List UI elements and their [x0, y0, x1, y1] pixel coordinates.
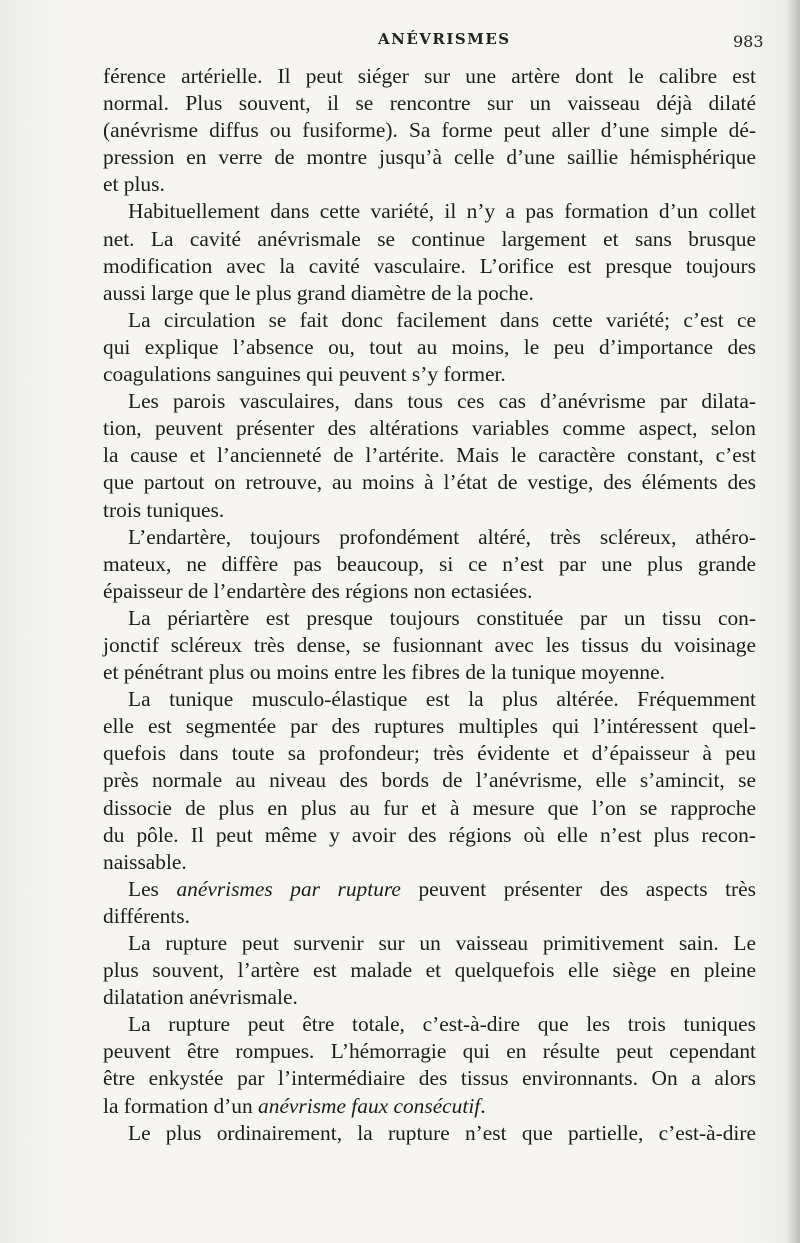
text-line: normal. Plus souvent, il se rencontre sur un vaisseau déjà dilaté: [103, 91, 756, 116]
text-line: aussi large que le plus grand diamètre de la poche.: [103, 280, 534, 305]
text-line: plus souvent, l’artère est malade et quelquefois elle siège en pleine: [103, 958, 756, 983]
text-line: la cause et l’ancienneté de l’artérite. Mais le caractère constant, c’est: [103, 443, 756, 468]
paragraph: [103, 63, 756, 198]
text-line: naissable.: [103, 849, 187, 874]
paragraph: [103, 524, 756, 605]
text-line: férence artérielle. Il peut siéger sur une artère dont le calibre est: [103, 64, 756, 88]
text-line: peuvent être rompues. L’hémorragie qui en résulte peut cependant: [103, 1039, 756, 1064]
text-line: La rupture peut être totale, c’est-à-dire que les trois tuniques: [128, 1012, 756, 1037]
text-line: pression en verre de montre jusqu’à celle d’une saillie hémisphérique: [103, 145, 756, 170]
paragraph: [103, 930, 756, 1011]
text-run: peuvent présenter des aspects très: [400, 876, 757, 901]
italic-term: anévrisme faux consécutif: [258, 1093, 481, 1118]
text-run: .: [480, 1093, 486, 1118]
text-run: Les: [128, 876, 177, 901]
text-line: Les parois vasculaires, dans tous ces cas d’anévrisme par dilata-: [128, 389, 756, 414]
text-line: (anévrisme diffus ou fusiforme). Sa forme peut aller d’une simple dé-: [103, 118, 756, 143]
text-line: différents.: [103, 903, 190, 928]
paragraph: [103, 1120, 756, 1147]
text-line: coagulations sanguines qui peuvent s’y former.: [103, 362, 506, 387]
text-line: dissocie de plus en plus au fur et à mesure que l’on se rapproche: [103, 795, 756, 820]
text-line: [103, 1093, 756, 1120]
text-line: et plus.: [103, 172, 165, 197]
text-line: L’endartère, toujours profondément altéré, très scléreux, athéro-: [128, 524, 756, 549]
text-line: et pénétrant plus ou moins entre les fibres de la tunique moyenne.: [103, 660, 665, 685]
paragraph: [103, 686, 756, 876]
page-number: 983: [733, 32, 764, 51]
paragraph: [103, 605, 756, 686]
text-line: tion, peuvent présenter des altérations variables comme aspect, selon: [103, 416, 756, 441]
text-line: quefois dans toute sa profondeur; très évidente et d’épaisseur à peu: [103, 741, 756, 766]
text-line: être enkystée par l’intermédiaire des tissus environnants. On a alors: [103, 1066, 756, 1091]
paragraph: [103, 388, 756, 523]
paragraph: [103, 1011, 756, 1119]
text-line: que partout on retrouve, au moins à l’état de vestige, des éléments des: [103, 470, 756, 495]
running-title: ANÉVRISMES: [378, 30, 511, 48]
text-line: [103, 876, 756, 903]
text-line: La rupture peut survenir sur un vaisseau primitivement sain. Le: [128, 931, 756, 955]
text-line: elle est segmentée par des ruptures multiples qui l’intéressent quel-: [103, 714, 756, 739]
text-run: la formation d’un: [103, 1093, 259, 1118]
text-line: du pôle. Il peut même y avoir des régions où elle n’est plus recon-: [103, 822, 756, 847]
text-line: Habituellement dans cette variété, il n’y a pas formation d’un collet: [128, 199, 756, 224]
page-header: [0, 30, 800, 60]
paragraph: [103, 307, 756, 388]
text-line: dilatation anévrismale.: [103, 985, 298, 1010]
text-line: près normale au niveau des bords de l’anévrisme, elle s’amincit, se: [103, 768, 756, 793]
text-line: Le plus ordinairement, la rupture n’est que partielle, c’est-à-dire: [128, 1120, 756, 1145]
body-text: [103, 63, 756, 1147]
text-line: qui explique l’absence ou, tout au moins, le peu d’importance des: [103, 334, 756, 359]
text-line: net. La cavité anévrismale se continue largement et sans brusque: [103, 226, 756, 251]
text-line: trois tuniques.: [103, 497, 225, 522]
text-line: La périartère est presque toujours constituée par un tissu con-: [128, 605, 756, 630]
text-line: épaisseur de l’endartère des régions non ectasiées.: [103, 578, 533, 603]
text-line: jonctif scléreux très dense, se fusionnant avec les tissus du voisinage: [103, 632, 756, 657]
text-line: modification avec la cavité vasculaire. L’orifice est presque toujours: [103, 253, 756, 278]
page-edge-shadow: [786, 0, 800, 1243]
italic-term: anévrismes par rupture: [176, 876, 401, 901]
text-line: La circulation se fait donc facilement dans cette variété; c’est ce: [128, 307, 756, 332]
paragraph: [103, 876, 756, 930]
text-line: La tunique musculo-élastique est la plus altérée. Fréquemment: [128, 687, 756, 712]
text-line: mateux, ne diffère pas beaucoup, si ce n’est par une plus grande: [103, 551, 756, 576]
paragraph: [103, 198, 756, 306]
